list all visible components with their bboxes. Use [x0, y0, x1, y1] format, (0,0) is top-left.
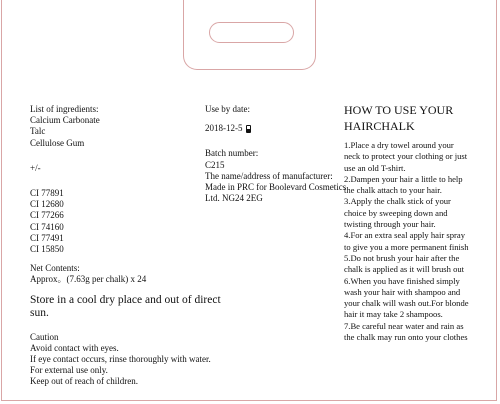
caution-line: If eye contact occurs, rinse thoroughly with water.: [30, 354, 211, 365]
caution-block: [30, 331, 211, 388]
instruction-line: 4.For an extra seal apply hair spray: [344, 230, 465, 241]
use-by-value: 2018-12-5: [205, 123, 243, 134]
instruction-line: 1.Place a dry towel around your: [344, 140, 454, 150]
instruction-line: hair it may take 2 shampoos.: [344, 309, 443, 320]
use-by-label: Use by date:: [205, 104, 250, 114]
storage-instructions: [30, 293, 221, 320]
instruction-line: use an old T-shirt.: [344, 162, 406, 173]
manufacturer-line: Ltd. NG24 2EG: [205, 193, 263, 204]
plus-minus-label: +/-: [30, 162, 41, 173]
manufacturer-line: Made in PRC for Boolevard Cosmetics: [205, 182, 347, 193]
ingredient-item: Talc: [30, 126, 46, 137]
ingredient-item: Calcium Carbonate: [30, 115, 100, 126]
colorant-item: CI 77266: [30, 210, 64, 221]
colorant-item: CI 77491: [30, 232, 64, 243]
hanger-hole: [209, 22, 294, 43]
colorant-item: CI 12680: [30, 199, 64, 210]
instruction-line: the chalk may run onto your clothes: [344, 332, 468, 343]
caution-line: Avoid contact with eyes.: [30, 342, 119, 353]
product-info-column: [205, 104, 345, 204]
instruction-line: to give you a more permanent finish: [344, 241, 469, 252]
instruction-line: the chalk attach to your hair.: [344, 185, 442, 196]
how-to-title: [344, 102, 496, 134]
manufacturer-line: The name/address of manufacturer:: [205, 170, 333, 181]
colorant-item: CI 77891: [30, 188, 64, 199]
use-by-row: [205, 123, 345, 134]
instruction-line: 2.Dampen your hair a little to help: [344, 173, 463, 184]
storage-line: sun.: [30, 306, 49, 319]
instruction-line: 6.When you have finished simply: [344, 275, 460, 286]
storage-line: Store in a cool dry place and out of direct: [30, 293, 221, 306]
net-contents-heading: Net Contents:: [30, 263, 80, 274]
instruction-line: choice by sweeping down and: [344, 207, 448, 218]
instruction-line: 7.Be careful near water and rain as: [344, 320, 464, 331]
instruction-line: 5.Do not brush your hair after the: [344, 252, 460, 263]
battery-icon: [246, 125, 251, 133]
colorant-item: CI 15850: [30, 244, 64, 255]
instruction-line: 3.Apply the chalk stick of your: [344, 196, 451, 207]
instruction-line: your chalk will wash out.For blonde: [344, 298, 469, 309]
caution-heading: Caution: [30, 331, 59, 342]
caution-line: Keep out of reach of children.: [30, 376, 138, 387]
ingredient-item: Cellulose Gum: [30, 137, 85, 148]
how-to-use-column: [344, 102, 496, 343]
instruction-line: twisting through your hair.: [344, 219, 436, 230]
colorant-item: CI 74160: [30, 221, 64, 232]
batch-label: Batch number:: [205, 148, 259, 159]
instruction-line: wash your hair with shampoo and: [344, 286, 461, 297]
how-to-title-line: HAIRCHALK: [344, 119, 415, 133]
instruction-line: neck to protect your clothing or just: [344, 151, 468, 162]
ingredients-heading: List of ingredients:: [30, 104, 99, 114]
instruction-line: chalk is applied as it will brush out: [344, 264, 465, 275]
how-to-title-line: HOW TO USE YOUR: [344, 103, 454, 117]
batch-value: C215: [205, 159, 225, 170]
caution-line: For external use only.: [30, 365, 108, 376]
net-contents-value: Approx。(7.63g per chalk) x 24: [30, 274, 147, 285]
